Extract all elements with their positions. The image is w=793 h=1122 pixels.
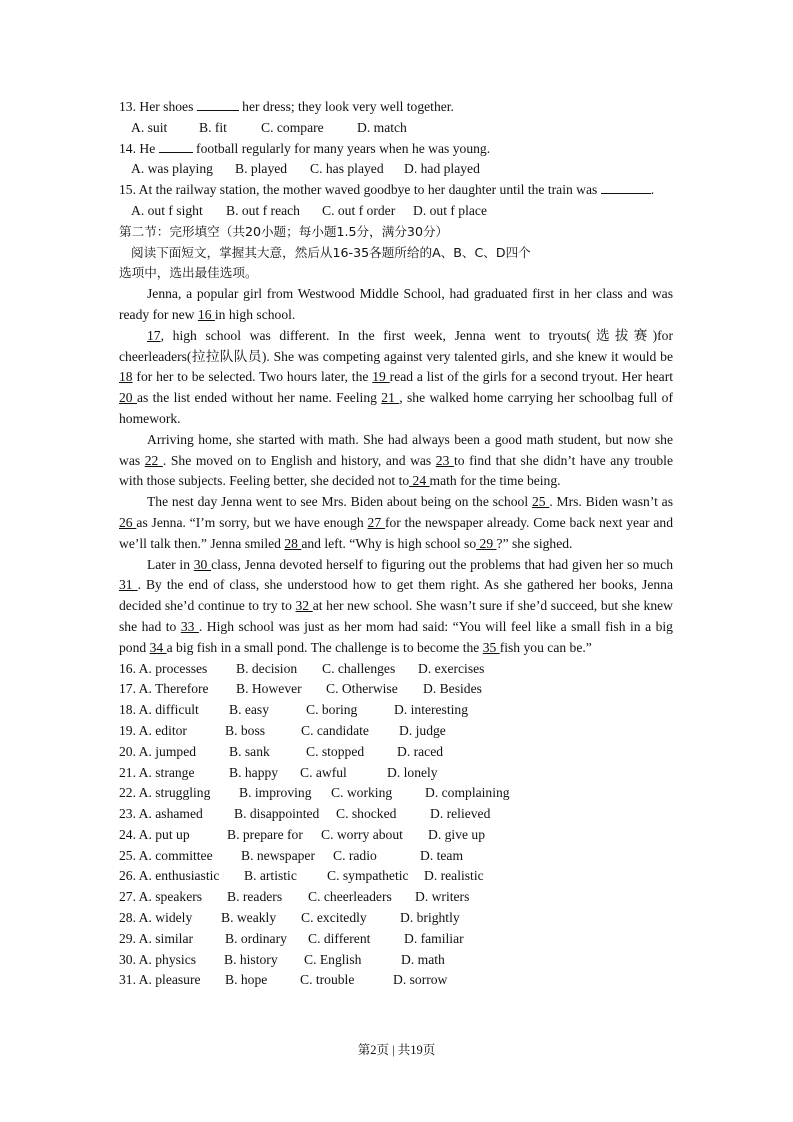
cloze-option: C. stopped bbox=[306, 743, 365, 759]
option: D. match bbox=[357, 119, 407, 135]
cloze-option: 31. A. pleasure bbox=[119, 972, 201, 988]
cloze-option: B. newspaper bbox=[241, 847, 315, 863]
option: A. suit bbox=[131, 119, 168, 135]
cloze-option: D. judge bbox=[399, 722, 446, 738]
question-stem: 14. He bbox=[119, 140, 159, 156]
cloze-option: D. sorrow bbox=[393, 972, 448, 988]
blank-16: 16 bbox=[197, 306, 215, 322]
passage-paragraph-3: Arriving home, she started with math. She had always been a good math student, but now she was 22 . She moved on to English and history, and was 23 to find that she didn’t have any trouble with those subjects. Feeling better, she decided not to 24 math for the time being. bbox=[119, 431, 673, 489]
blank-30: 30 bbox=[193, 556, 212, 572]
option: D. out f place bbox=[413, 202, 487, 218]
cloze-option: C. working bbox=[331, 785, 393, 801]
question-stem: 15. At the railway station, the mother waved goodbye to her daughter until the train was bbox=[119, 182, 601, 198]
cloze-option: C. cheerleaders bbox=[308, 889, 392, 905]
cloze-option: D. math bbox=[401, 951, 445, 967]
page-content bbox=[119, 97, 673, 991]
blank-23: 23 bbox=[435, 452, 454, 468]
cloze-option: B. history bbox=[224, 951, 278, 967]
cloze-option: D. relieved bbox=[430, 806, 491, 822]
answer-blank bbox=[601, 181, 651, 194]
cloze-option: C. excitedly bbox=[301, 910, 367, 926]
cloze-option: C. candidate bbox=[301, 722, 369, 738]
question-15-options bbox=[119, 201, 673, 222]
cloze-option: D. team bbox=[420, 847, 464, 863]
cloze-question-21 bbox=[119, 763, 673, 784]
answer-blank bbox=[197, 98, 239, 111]
cloze-question-27 bbox=[119, 887, 673, 908]
blank-22: 22 bbox=[144, 452, 163, 468]
cloze-option: B. prepare for bbox=[227, 826, 303, 842]
question-stem: football regularly for many years when he was young. bbox=[192, 140, 491, 156]
blank-19: 19 bbox=[372, 369, 390, 385]
cloze-question-28 bbox=[119, 908, 673, 929]
blank-20: 20 bbox=[119, 390, 137, 406]
page-footer: 第2页 | 共19页 bbox=[357, 1043, 436, 1057]
blank-35: 35 bbox=[482, 639, 500, 655]
cloze-option: B. weakly bbox=[221, 910, 277, 926]
cloze-question-20 bbox=[119, 742, 673, 763]
cloze-option: C. sympathetic bbox=[327, 868, 409, 884]
cloze-question-18 bbox=[119, 700, 673, 721]
cloze-option: 24. A. put up bbox=[119, 826, 190, 842]
blank-26: 26 bbox=[119, 514, 137, 530]
cloze-option: C. awful bbox=[300, 764, 347, 780]
cloze-option: D. familiar bbox=[404, 930, 464, 946]
cloze-option: B. improving bbox=[239, 785, 312, 801]
cloze-option: D. give up bbox=[428, 826, 486, 842]
blank-33: 33 bbox=[180, 618, 199, 634]
question-stem: her dress; they look very well together. bbox=[238, 99, 454, 114]
cloze-option: C. shocked bbox=[336, 806, 397, 822]
cloze-option: C. trouble bbox=[300, 972, 355, 988]
cloze-option: 25. A. committee bbox=[119, 847, 213, 863]
passage-paragraph-5: Later in 30 class, Jenna devoted herself to figuring out the problems that had given her so much 31 . By the end of class, she understood how to get them right. As she gathered her books, Jenna decided she’d continue to try to 32 at her new school. She wasn’t sure if she’d succeed, but she knew she had to 33 . High school was just as her mom had said: “You will feel like a small fish in a big pond 34 a big fish in a small pond. The challenge is to become the 35 fish you can be.” bbox=[119, 556, 674, 655]
cloze-question-23 bbox=[119, 804, 673, 825]
option: C. out f order bbox=[322, 202, 396, 218]
cloze-option: D. brightly bbox=[400, 910, 460, 926]
blank-34: 34 bbox=[149, 639, 167, 655]
cloze-option: B. decision bbox=[236, 660, 298, 676]
cloze-option: 26. A. enthusiastic bbox=[119, 868, 220, 884]
option: C. has played bbox=[310, 161, 384, 177]
blank-29: 29 bbox=[476, 535, 497, 551]
option: B. out f reach bbox=[226, 202, 300, 218]
cloze-option: D. complaining bbox=[425, 785, 510, 801]
passage-paragraph-4: The nest day Jenna went to see Mrs. Biden about being on the school 25 . Mrs. Biden wasn’t as 26 as Jenna. “I’m sorry, but we have enough 27 for the newspaper already. Come back next year and we’ll talk then.” Jenna smiled 28 and left. “Why is high school so 29 ?” she sighed. bbox=[119, 494, 674, 551]
cloze-option: C. different bbox=[308, 930, 371, 946]
question-stem: 13. Her shoes bbox=[119, 99, 197, 114]
blank-27: 27 bbox=[367, 514, 385, 530]
passage-paragraph-2: 17, high school was different. In the first week, Jenna went to tryouts(选拔赛)for cheerleaders(拉拉队队员). She was competing against very talented girls, and she knew it would be 18 for her to be selected. Two hours later, the 19 read a list of the girls for a second tryout. Her heart 20 as the list ended without her name. Feeling 21 , she walked home carrying her schoolbag full of homework. bbox=[119, 327, 674, 426]
cloze-option: C. radio bbox=[333, 847, 377, 863]
blank-32: 32 bbox=[295, 598, 313, 614]
section-instructions-cont: 选项中，选出最佳选项。 bbox=[119, 265, 258, 281]
question-13 bbox=[119, 97, 673, 118]
question-14 bbox=[119, 139, 673, 160]
option: C. compare bbox=[261, 119, 324, 135]
cloze-option: C. challenges bbox=[322, 660, 396, 676]
blank-18: 18 bbox=[119, 369, 133, 385]
option: A. was playing bbox=[131, 161, 213, 177]
cloze-option: 21. A. strange bbox=[119, 764, 195, 780]
cloze-option: C. English bbox=[304, 951, 362, 967]
cloze-option: 19. A. editor bbox=[119, 722, 187, 738]
cloze-option: B. happy bbox=[229, 764, 279, 780]
cloze-option: B. artistic bbox=[244, 868, 297, 884]
cloze-option: C. Otherwise bbox=[326, 681, 398, 697]
cloze-question-25 bbox=[119, 846, 673, 867]
cloze-option: 23. A. ashamed bbox=[119, 806, 203, 822]
cloze-option: D. interesting bbox=[394, 702, 468, 718]
cloze-question-22 bbox=[119, 783, 673, 804]
cloze-option: 17. A. Therefore bbox=[119, 681, 209, 697]
cloze-options-list bbox=[119, 659, 673, 992]
question-15 bbox=[119, 180, 673, 201]
cloze-option: B. disappointed bbox=[234, 806, 320, 822]
cloze-question-30 bbox=[119, 950, 673, 971]
cloze-question-24 bbox=[119, 825, 673, 846]
cloze-option: 18. A. difficult bbox=[119, 702, 199, 718]
question-stem: . bbox=[650, 182, 655, 198]
cloze-question-26 bbox=[119, 866, 673, 887]
cloze-option: D. lonely bbox=[387, 764, 438, 780]
cloze-option: B. ordinary bbox=[225, 930, 287, 946]
cloze-option: 27. A. speakers bbox=[119, 889, 203, 905]
blank-24: 24 bbox=[409, 473, 430, 489]
section-instructions: 阅读下面短文，掌握其大意，然后从16-35各题所给的A、B、C、D四个 bbox=[131, 244, 531, 260]
cloze-option: B. However bbox=[236, 681, 302, 697]
section-heading: 第二节：完形填空（共20小题；每小题1.5分，满分30分） bbox=[119, 223, 449, 239]
option: D. had played bbox=[404, 161, 480, 177]
cloze-option: 30. A. physics bbox=[119, 951, 197, 967]
cloze-option: C. boring bbox=[306, 702, 358, 718]
option: B. fit bbox=[199, 119, 227, 135]
blank-31: 31 bbox=[119, 577, 138, 593]
cloze-option: D. exercises bbox=[418, 660, 485, 676]
cloze-option: D. Besides bbox=[423, 681, 482, 697]
cloze-option: B. boss bbox=[225, 722, 266, 738]
option: B. played bbox=[235, 161, 288, 177]
cloze-option: D. realistic bbox=[424, 868, 484, 884]
blank-25: 25 bbox=[531, 494, 550, 510]
cloze-option: 20. A. jumped bbox=[119, 743, 197, 759]
cloze-question-16 bbox=[119, 659, 673, 680]
cloze-option: D. writers bbox=[415, 889, 470, 905]
cloze-option: 28. A. widely bbox=[119, 910, 193, 926]
blank-21: 21 bbox=[381, 390, 400, 406]
question-14-options bbox=[119, 159, 673, 180]
question-13-options bbox=[119, 118, 673, 139]
cloze-question-17 bbox=[119, 679, 673, 700]
cloze-option: B. sank bbox=[229, 743, 270, 759]
option: A. out f sight bbox=[131, 202, 203, 218]
blank-17: 17 bbox=[147, 327, 161, 343]
passage-paragraph-1: Jenna, a popular girl from Westwood Middle School, had graduated first in her class and was ready for new 16 in high school. bbox=[119, 286, 673, 322]
cloze-option: B. hope bbox=[225, 972, 268, 988]
cloze-option: D. raced bbox=[397, 743, 444, 759]
cloze-option: B. easy bbox=[229, 702, 270, 718]
cloze-question-31 bbox=[119, 970, 673, 991]
cloze-question-29 bbox=[119, 929, 673, 950]
blank-28: 28 bbox=[284, 535, 302, 551]
cloze-option: 16. A. processes bbox=[119, 660, 208, 676]
cloze-option: C. worry about bbox=[321, 826, 403, 842]
cloze-question-19 bbox=[119, 721, 673, 742]
answer-blank bbox=[159, 140, 193, 153]
cloze-option: 22. A. struggling bbox=[119, 785, 211, 801]
cloze-option: 29. A. similar bbox=[119, 930, 194, 946]
cloze-option: B. readers bbox=[227, 889, 283, 905]
